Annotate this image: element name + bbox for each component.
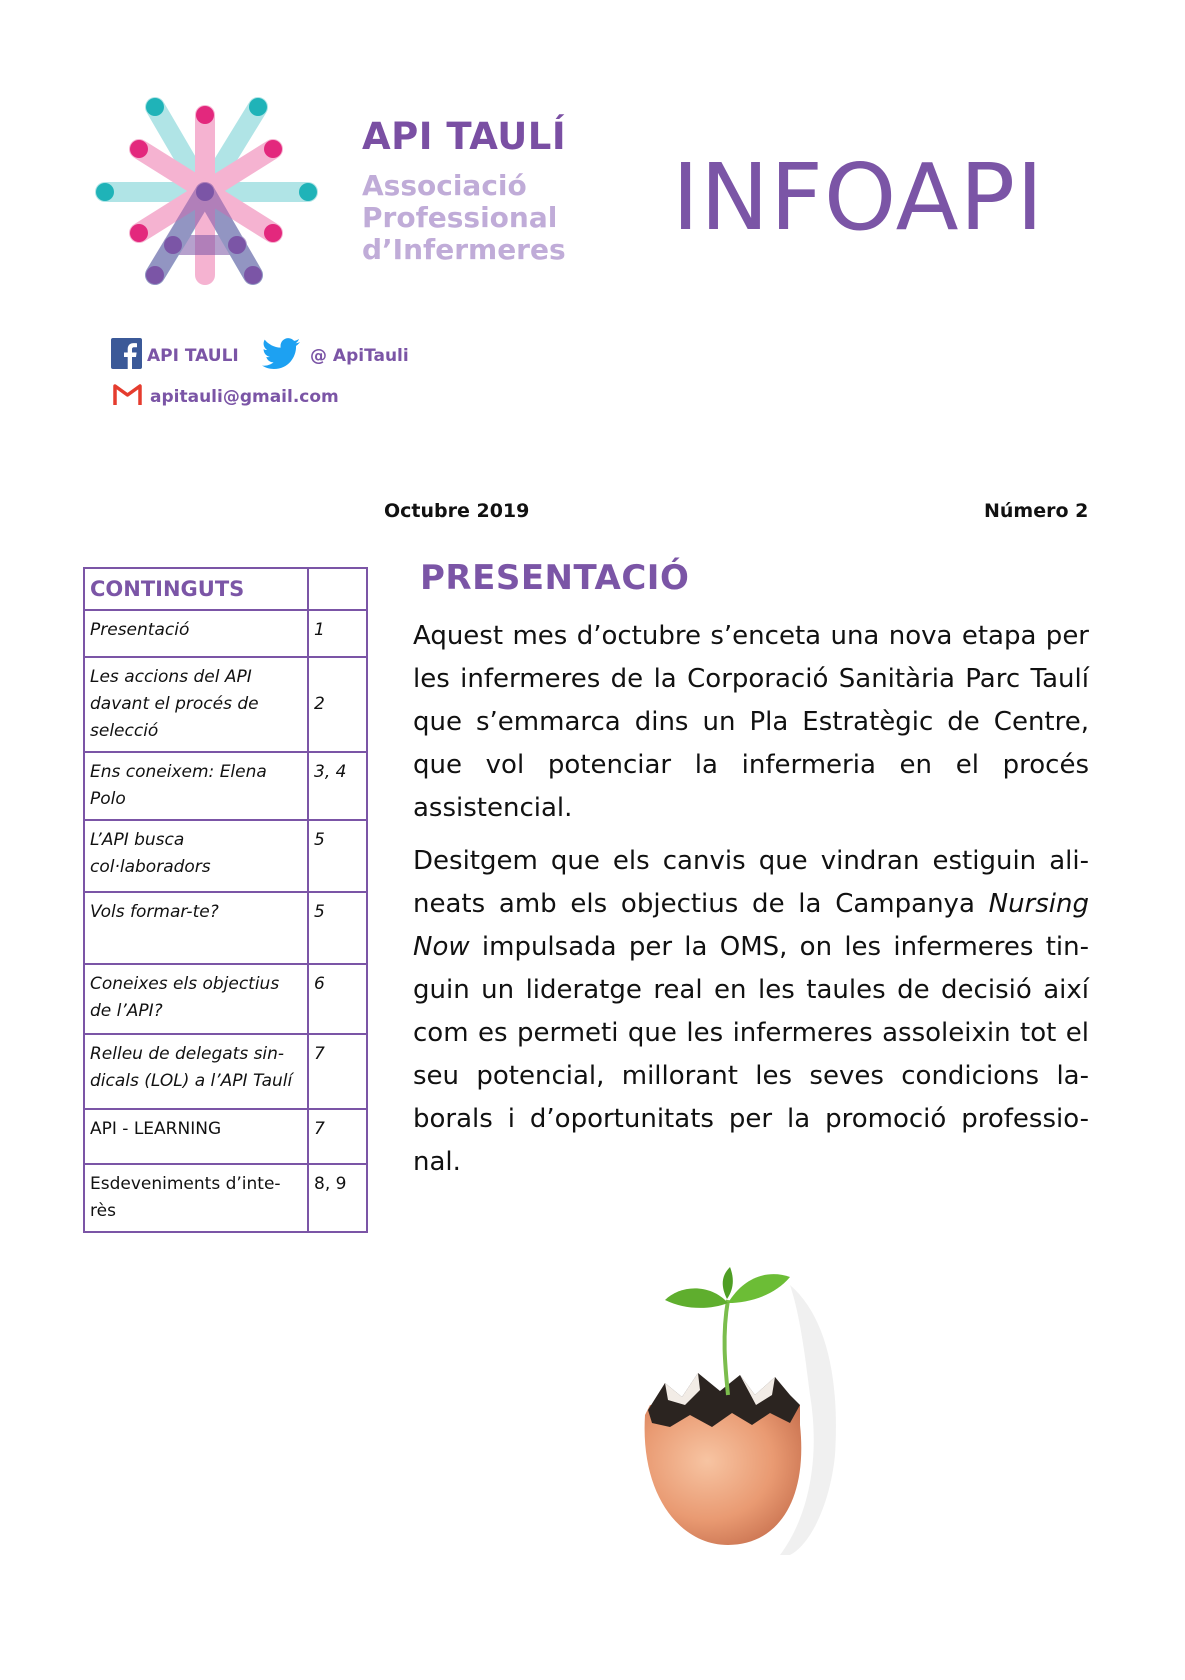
toc-title[interactable]: API - LEARNING bbox=[84, 1109, 308, 1164]
table-of-contents bbox=[83, 567, 368, 1233]
gmail-icon[interactable] bbox=[113, 383, 142, 405]
toc-title[interactable]: Vols formar-te? bbox=[84, 892, 308, 964]
toc-row[interactable] bbox=[84, 1034, 367, 1109]
issue-number: Número 2 bbox=[984, 500, 1089, 522]
toc-page: 8, 9 bbox=[308, 1164, 367, 1232]
section-heading: PRESENTACIÓ bbox=[420, 558, 690, 598]
toc-header-row bbox=[84, 568, 367, 610]
toc-title[interactable]: Ens coneixem: Elena Polo bbox=[84, 752, 308, 820]
api-tauli-logo bbox=[95, 95, 320, 290]
newsletter-title: INFOAPI bbox=[672, 144, 1045, 251]
toc-title[interactable]: Coneixes els objectius de l’API? bbox=[84, 964, 308, 1034]
toc-row[interactable] bbox=[84, 752, 367, 820]
toc-title[interactable]: Relleu de delegats sin-dicals (LOL) a l’API Taulí bbox=[84, 1034, 308, 1109]
twitter-icon[interactable] bbox=[262, 338, 300, 370]
sprout-egg-image bbox=[640, 1255, 845, 1555]
issue-date: Octubre 2019 bbox=[384, 500, 530, 522]
toc-row[interactable] bbox=[84, 657, 367, 752]
toc-page: 3, 4 bbox=[308, 752, 367, 820]
campaign-name: Nursing Now bbox=[413, 889, 1089, 962]
toc-row[interactable] bbox=[84, 820, 367, 892]
article-paragraph: Aquest mes d’octubre s’enceta una nova etapa per les infermeres de la Corporació Sanitària Parc Taulí que s’emmarca dins un Pla Estratègic de Centre, que vol potenciar la infermeria en el procés assistencial. bbox=[413, 621, 1089, 823]
toc-heading-page bbox=[308, 568, 367, 610]
toc-page: 5 bbox=[308, 892, 367, 964]
toc-title[interactable]: Les accions del API davant el procés de selecció bbox=[84, 657, 308, 752]
toc-row[interactable] bbox=[84, 610, 367, 657]
toc-page: 6 bbox=[308, 964, 367, 1034]
org-name: API TAULÍ bbox=[362, 115, 567, 158]
org-subtitle-line3: d’Infermeres bbox=[362, 233, 566, 266]
toc-row[interactable] bbox=[84, 1164, 367, 1232]
toc-row[interactable] bbox=[84, 1109, 367, 1164]
toc-title[interactable]: Presentació bbox=[84, 610, 308, 657]
article-paragraph bbox=[413, 840, 1089, 1184]
email-link[interactable]: apitauli@gmail.com bbox=[150, 387, 339, 407]
article-text: Desitgem que els canvis que vindran estiguin ali-neats amb els objectius de la Campanya bbox=[413, 846, 1089, 919]
toc-title[interactable]: L’API busca col·laboradors bbox=[84, 820, 308, 892]
toc-title[interactable]: Esdeveniments d’inte-rès bbox=[84, 1164, 308, 1232]
org-subtitle-line1: Associació bbox=[362, 169, 527, 202]
toc-page: 7 bbox=[308, 1109, 367, 1164]
facebook-link[interactable]: API TAULI bbox=[147, 346, 239, 366]
toc-page: 1 bbox=[308, 610, 367, 657]
org-subtitle-line2: Professional bbox=[362, 201, 558, 234]
toc-heading: CONTINGUTS bbox=[84, 568, 308, 610]
toc-page: 2 bbox=[308, 657, 367, 752]
toc-page: 7 bbox=[308, 1034, 367, 1109]
twitter-link[interactable]: @ ApiTauli bbox=[310, 346, 409, 366]
facebook-icon[interactable] bbox=[111, 338, 142, 369]
toc-page: 5 bbox=[308, 820, 367, 892]
article-text: impulsada per la OMS, on les infermeres tin-guin un lideratge real en les taules de decisió així com es permeti que les infermeres assoleixin tot el seu potencial, millorant les seves condicions la-borals i d’oportunitats per la promoció professio-nal. bbox=[413, 932, 1089, 1177]
toc-row[interactable] bbox=[84, 892, 367, 964]
toc-row[interactable] bbox=[84, 964, 367, 1034]
